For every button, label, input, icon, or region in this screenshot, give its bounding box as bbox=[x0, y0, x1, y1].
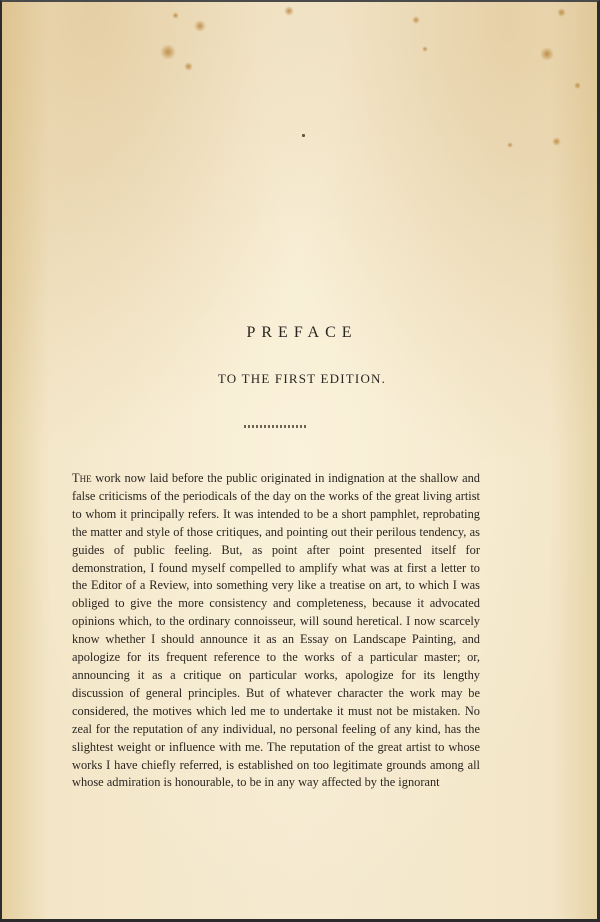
foxing-stain bbox=[172, 12, 179, 19]
foxing-stain bbox=[552, 137, 561, 146]
foxing-stain bbox=[194, 20, 206, 32]
foxing-stain bbox=[540, 47, 554, 61]
body-paragraph: work now laid before the public originated in indignation at the shallow and false criticisms of the periodicals of the day on the works of the great living artist to whom it principally refers. It was intended to be a short pamphlet, reprobating the matter and style of those critiques, and pointing out their perilous tendency, as guides of public feeling. But, as point after point presented itself for demonstration, I found myself compelled to amplify what was at first a letter to the Editor of a Review, into something very like a treatise on art, to which I was obliged to give the more consistency and completeness, because it advocated opinions which, to the ordinary connoisseur, will sound heretical. I now scarcely know whether I should announce it as an Essay on Landscape Painting, and apologize for its frequent reference to the works of a particular master; or, announcing it as a critique on particular works, apologize for its lengthy discussion of general principles. But of whatever character the work may be considered, the motives which led me to undertake it must not be mistaken. No zeal for the reputation of any individual, no personal feeling of any kind, has the slightest weight or influence with me. The reputation of the great artist to whose works I have chiefly referred, is established on too legitimate grounds among all whose admiration is honourable, to be in any way affected by the ignorant bbox=[72, 471, 480, 790]
foxing-stain bbox=[160, 44, 176, 60]
lead-word: The bbox=[72, 471, 92, 485]
foxing-stain bbox=[557, 8, 566, 17]
ink-speck bbox=[302, 134, 305, 137]
foxing-stain bbox=[422, 46, 428, 52]
foxing-stain bbox=[284, 6, 294, 16]
decorative-rule bbox=[244, 425, 308, 428]
foxing-stain bbox=[574, 82, 581, 89]
foxing-stain bbox=[507, 142, 513, 148]
preface-title: PREFACE bbox=[246, 324, 358, 341]
foxing-stain bbox=[184, 62, 193, 71]
preface-body bbox=[72, 470, 480, 792]
preface-subtitle: TO THE FIRST EDITION. bbox=[217, 371, 387, 386]
foxing-stain bbox=[412, 16, 420, 24]
